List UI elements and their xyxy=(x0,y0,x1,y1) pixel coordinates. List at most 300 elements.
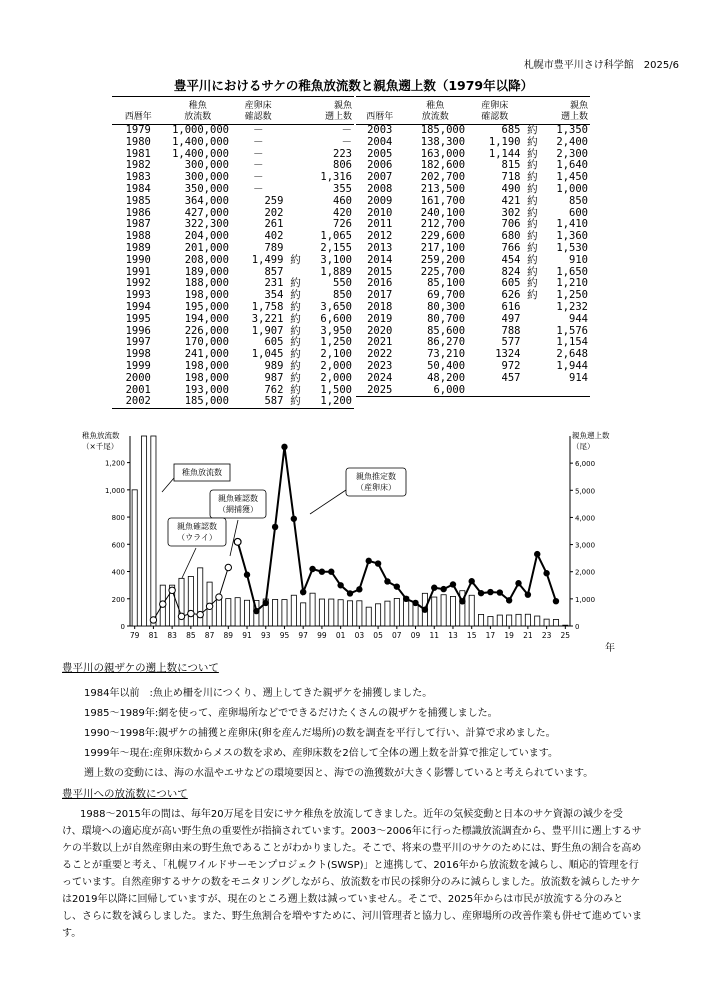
cell-approx xyxy=(522,385,542,397)
cell-release: 300,000 xyxy=(184,159,229,172)
cell-redd: － xyxy=(252,182,264,195)
col-approx xyxy=(522,97,542,125)
cell-year: 2008 xyxy=(367,182,393,195)
table-row xyxy=(112,125,354,137)
cell-redd: － xyxy=(252,147,264,160)
cell-release: 350,000 xyxy=(184,182,229,195)
redd-estimate-point xyxy=(478,590,484,596)
cell-redd: 421 xyxy=(501,194,521,207)
x-tick-label: 87 xyxy=(204,631,215,640)
legend-net-capture-label: 親魚確認数 xyxy=(218,494,258,503)
release-bar xyxy=(188,576,193,626)
cell-return: 944 xyxy=(569,312,588,325)
redd-estimate-point xyxy=(534,551,540,557)
cell-approx: 約 xyxy=(290,336,301,349)
col-return: 親魚 遡上数 xyxy=(542,97,590,125)
cell-return: 1,000 xyxy=(556,182,588,195)
cell-release: 201,000 xyxy=(184,241,229,254)
x-tick-label: 17 xyxy=(485,631,496,640)
cell-year: 1986 xyxy=(125,206,151,219)
release-bar xyxy=(226,599,231,626)
cell-return: 850 xyxy=(569,194,588,207)
legend-redd-estimate-label: 親魚推定数 xyxy=(356,472,396,481)
cell-redd: 718 xyxy=(501,171,521,184)
table-row xyxy=(356,302,590,314)
cell-year: 2002 xyxy=(112,396,164,408)
x-tick-label: 91 xyxy=(242,631,252,640)
cell-approx: 約 xyxy=(527,277,538,290)
cell-approx xyxy=(522,337,542,349)
table-row xyxy=(112,255,354,267)
table-row xyxy=(356,125,590,137)
cell-release: 138,300 xyxy=(420,135,466,148)
legend-net-capture-label: （網捕獲） xyxy=(218,505,258,514)
x-tick-label: 85 xyxy=(186,631,196,640)
cell-approx: 約 xyxy=(527,159,538,172)
data-table-left xyxy=(112,96,354,409)
cell-approx: 約 xyxy=(527,124,538,136)
cell-redd: 1324 xyxy=(495,348,521,361)
cell-redd: 815 xyxy=(501,159,521,172)
cell-release: 185,000 xyxy=(420,124,466,136)
redd-estimate-point xyxy=(337,582,343,588)
cell-return: 1,350 xyxy=(556,124,588,136)
redd-estimate-point xyxy=(309,566,315,572)
y-left-tick-label: 200 xyxy=(111,595,125,604)
table-row xyxy=(112,184,354,196)
release-bar xyxy=(357,601,362,626)
cell-return: 1,200 xyxy=(306,396,354,408)
cell-redd: 766 xyxy=(501,241,521,254)
cell-release: 1,400,000 xyxy=(172,147,229,160)
cell-redd: 1,907 xyxy=(251,324,284,337)
cell-year: 1998 xyxy=(125,348,151,361)
y-right-tick-label: 1,000 xyxy=(575,595,596,604)
redd-estimate-point xyxy=(394,583,400,589)
y-left-tick-label: 600 xyxy=(111,541,125,550)
y-right-tick-label: 5,000 xyxy=(575,487,596,496)
trap-count-point xyxy=(225,564,231,570)
cell-approx: 約 xyxy=(290,359,301,372)
cell-return: 1,360 xyxy=(556,230,588,243)
cell-year: 2004 xyxy=(367,135,393,148)
cell-return: 1,530 xyxy=(556,241,588,254)
redd-estimate-point xyxy=(487,589,493,595)
cell-year: 1999 xyxy=(125,359,151,372)
cell-return: 420 xyxy=(333,206,352,219)
cell-approx: 約 xyxy=(527,171,538,184)
release-bar xyxy=(507,615,512,626)
cell-release: 226,000 xyxy=(184,324,229,337)
cell-year: 1995 xyxy=(125,312,151,325)
redd-estimate-point xyxy=(422,607,428,613)
release-bar xyxy=(282,600,287,626)
cell-return: 1,640 xyxy=(556,159,588,172)
release-bar xyxy=(553,619,558,626)
y-right-tick-label: 3,000 xyxy=(575,541,596,550)
y-left-tick-label: 1,000 xyxy=(104,486,125,495)
cell-redd: 1,758 xyxy=(251,300,284,313)
trap-count-point xyxy=(169,587,175,593)
redd-estimate-point xyxy=(272,524,278,530)
release-bar xyxy=(366,607,371,626)
x-tick-label: 83 xyxy=(167,631,177,640)
cell-approx: 約 xyxy=(290,253,301,266)
cell-approx xyxy=(285,125,305,137)
cell-return: 1,500 xyxy=(320,383,352,396)
cell-redd: 402 xyxy=(264,230,284,243)
cell-release: 198,000 xyxy=(184,359,229,372)
cell-release: 185,000 xyxy=(164,396,231,408)
cell-redd: 302 xyxy=(501,206,521,219)
cell-release: 213,500 xyxy=(420,182,466,195)
cell-release: 1,400,000 xyxy=(172,135,229,148)
cell-redd: 605 xyxy=(264,336,284,349)
cell-approx: 約 xyxy=(527,218,538,231)
cell-redd: 706 xyxy=(501,218,521,231)
x-axis-unit: 年 xyxy=(605,643,615,653)
cell-return: 1,065 xyxy=(320,230,352,243)
cell-release: 322,300 xyxy=(184,218,229,231)
cell-release: 259,200 xyxy=(420,253,466,266)
redd-estimate-point xyxy=(412,600,418,606)
x-tick-label: 25 xyxy=(560,631,571,640)
redd-estimate-point xyxy=(450,581,456,587)
x-tick-label: 05 xyxy=(373,631,383,640)
y-left-axis-title: 稚魚放流数 xyxy=(82,431,120,440)
cell-redd: － xyxy=(252,135,264,148)
cell-return: 910 xyxy=(569,253,588,266)
redd-estimate-point xyxy=(553,598,559,604)
cell-release: 212,700 xyxy=(420,218,466,231)
x-tick-label: 23 xyxy=(541,631,552,640)
cell-return: 3,950 xyxy=(320,324,352,337)
cell-year: 2016 xyxy=(367,277,393,290)
cell-return: 2,100 xyxy=(320,348,352,361)
cell-release: 80,300 xyxy=(427,300,466,313)
cell-redd: － xyxy=(252,171,264,184)
cell-redd: 685 xyxy=(501,124,521,136)
cell-release: 198,000 xyxy=(184,371,229,384)
cell-approx: 約 xyxy=(527,194,538,207)
release-bar xyxy=(291,595,296,626)
release-bar xyxy=(216,598,221,626)
cell-return: 850 xyxy=(333,289,352,302)
cell-redd: 616 xyxy=(501,300,521,313)
cell-year: 1992 xyxy=(125,277,151,290)
cell-return xyxy=(542,385,590,397)
cell-return: － xyxy=(341,124,352,136)
table-row xyxy=(112,302,354,314)
section2-body: 1988～2015年の間は、毎年20万尾を目安にサケ稚魚を放流してきました。近年の気候変動と日本のサケ資源の減少を受け、環境への適応度が高い野生魚の重要性が指摘されています。2003～2006年に行った標識放流調査から、豊平川に遡上するサケの半数以上が自然産卵由来の野生魚であることがわかりました。そこで、将来の豊平川のサケのためには、野生魚の割合を高めることが重要と考え、「札幌ワイルドサーモンプロジェクト(SWSP)」と連携して、2016年から放流数を減らし、順応的管理を行っています。自然産卵するサケの数をモニタリングしながら、放流数を市民の採卵分のみに減らしました。放流数を減らしたサケは2019年以降に回帰していますが、現在のところ遡上数は減っていません。そこで、2025年からは市民が放流する分のみとし、さらに数を減らしました。また、野生魚割合を増やすために、河川管理者と協力し、産卵場所の改善作業も併せて進めています。 xyxy=(62,809,642,939)
cell-release: 182,600 xyxy=(420,159,466,172)
cell-return: 806 xyxy=(333,159,352,172)
legend-trap-count-pointer xyxy=(182,548,196,578)
x-tick-label: 99 xyxy=(317,631,327,640)
release-bar xyxy=(525,614,530,626)
col-year: 西暦年 xyxy=(356,97,403,125)
cell-year: 2019 xyxy=(367,312,393,325)
cell-approx: 約 xyxy=(527,265,538,278)
cell-year: 1984 xyxy=(125,182,151,195)
x-tick-label: 97 xyxy=(298,631,308,640)
col-redd: 産卵床 確認数 xyxy=(467,97,522,125)
cell-approx xyxy=(285,184,305,196)
x-tick-label: 21 xyxy=(523,631,533,640)
redd-estimate-point xyxy=(440,586,446,592)
redd-estimate-point xyxy=(319,569,325,575)
cell-release: 189,000 xyxy=(184,265,229,278)
release-bar xyxy=(151,436,156,626)
y-right-axis-title: 親魚遡上数 xyxy=(572,431,610,440)
redd-estimate-point xyxy=(431,585,437,591)
cell-release: 85,600 xyxy=(427,324,466,337)
cell-year: 2009 xyxy=(367,194,393,207)
x-tick-label: 79 xyxy=(129,631,140,640)
cell-year: 2015 xyxy=(367,265,393,278)
y-right-tick-label: 2,000 xyxy=(575,568,596,577)
cell-approx: 約 xyxy=(527,253,538,266)
x-tick-label: 19 xyxy=(504,631,514,640)
cell-approx: 約 xyxy=(527,182,538,195)
table-row xyxy=(112,396,354,408)
cell-redd: － xyxy=(252,159,264,172)
cell-release: 194,000 xyxy=(184,312,229,325)
legend-release-pointer xyxy=(162,478,174,492)
redd-estimate-point xyxy=(375,560,381,566)
redd-estimate-point xyxy=(543,570,549,576)
cell-release: 198,000 xyxy=(184,289,229,302)
cell-redd: 1,045 xyxy=(251,348,284,361)
cell-approx xyxy=(522,314,542,326)
cell-release: 73,210 xyxy=(427,348,466,361)
redd-estimate-point xyxy=(403,596,409,602)
cell-return: 914 xyxy=(569,371,588,384)
cell-approx xyxy=(522,326,542,338)
cell-return: 2,000 xyxy=(320,359,352,372)
data-table-right xyxy=(356,96,590,397)
cell-year: 2017 xyxy=(367,289,393,302)
release-bar xyxy=(563,625,568,626)
cell-release: 170,000 xyxy=(184,336,229,349)
legend-trap-count-label: 親魚確認数 xyxy=(177,522,217,531)
cell-year: 2024 xyxy=(367,371,393,384)
y-right-tick-label: 0 xyxy=(575,623,580,631)
cell-approx xyxy=(285,172,305,184)
page-title: 豊平川におけるサケの稚魚放流数と親魚遡上数（1979年以降） xyxy=(173,78,534,93)
cell-approx xyxy=(522,349,542,361)
redd-estimate-point xyxy=(469,578,475,584)
release-bar xyxy=(319,599,324,626)
release-bar xyxy=(244,600,249,626)
cell-year: 2010 xyxy=(367,206,393,219)
cell-approx: 約 xyxy=(290,300,301,313)
cell-year: 2003 xyxy=(367,124,393,136)
cell-approx: 約 xyxy=(290,312,301,325)
cell-redd: 680 xyxy=(501,230,521,243)
cell-redd: 259 xyxy=(264,194,284,207)
cell-return: 355 xyxy=(333,182,352,195)
cell-year: 2018 xyxy=(367,300,393,313)
y-left-tick-label: 1,200 xyxy=(104,459,125,468)
cell-redd: 3,221 xyxy=(251,312,284,325)
table-row xyxy=(356,373,590,385)
cell-approx: 約 xyxy=(290,371,301,384)
cell-redd: 857 xyxy=(264,265,284,278)
redd-estimate-point xyxy=(356,586,362,592)
cell-return: 6,600 xyxy=(320,312,352,325)
cell-return: 2,155 xyxy=(320,241,352,254)
trap-count-point xyxy=(216,594,222,600)
cell-approx: 約 xyxy=(527,289,538,302)
y-left-tick-label: 0 xyxy=(120,623,125,631)
cell-approx: 約 xyxy=(290,324,301,337)
cell-redd: 261 xyxy=(264,218,284,231)
cell-return: － xyxy=(341,135,352,148)
x-tick-label: 15 xyxy=(466,631,477,640)
redd-estimate-point xyxy=(525,591,531,597)
cell-approx: 約 xyxy=(290,277,301,290)
cell-year: 1991 xyxy=(125,265,151,278)
cell-redd: 762 xyxy=(264,383,284,396)
redd-estimate-point xyxy=(253,608,259,614)
cell-year: 2011 xyxy=(367,218,393,231)
cell-year: 2005 xyxy=(367,147,393,160)
x-tick-label: 95 xyxy=(279,631,290,640)
cell-release: 193,000 xyxy=(184,383,229,396)
release-bar xyxy=(432,597,437,626)
cell-release: 204,000 xyxy=(184,230,229,243)
cell-approx: 約 xyxy=(527,230,538,243)
y-right-tick-label: 6,000 xyxy=(575,460,596,469)
x-tick-label: 11 xyxy=(429,631,440,640)
table-row xyxy=(356,255,590,267)
trap-count-point xyxy=(188,610,194,616)
release-bar xyxy=(488,617,493,626)
cell-release: 300,000 xyxy=(184,171,229,184)
cell-release: 240,100 xyxy=(420,206,466,219)
col-release: 稚魚 放流数 xyxy=(403,97,467,125)
release-bar xyxy=(394,598,399,626)
cell-approx xyxy=(285,219,305,231)
cell-return: 726 xyxy=(333,218,352,231)
release-bar xyxy=(376,604,381,626)
cell-year: 1993 xyxy=(125,289,151,302)
cell-return: 2,648 xyxy=(556,348,588,361)
cell-approx: 約 xyxy=(290,348,301,361)
cell-year: 1996 xyxy=(125,324,151,337)
y-left-axis-title: （×千尾） xyxy=(82,442,119,451)
redd-estimate-point xyxy=(506,597,512,603)
cell-release: 188,000 xyxy=(184,277,229,290)
cell-redd: 972 xyxy=(501,359,521,372)
cell-return: 1,210 xyxy=(556,277,588,290)
release-bar xyxy=(310,593,315,626)
table-row xyxy=(356,196,590,208)
cell-approx xyxy=(522,373,542,385)
trap-count-point xyxy=(160,601,166,607)
x-tick-label: 07 xyxy=(392,631,402,640)
cell-year: 1979 xyxy=(125,124,151,136)
cell-year: 1985 xyxy=(125,194,151,207)
cell-release: 241,000 xyxy=(184,348,229,361)
cell-release: 163,000 xyxy=(420,147,466,160)
cell-release: 69,700 xyxy=(427,289,466,302)
release-bar xyxy=(544,619,549,626)
cell-release: 217,100 xyxy=(420,241,466,254)
table-row xyxy=(112,314,354,326)
cell-redd: 231 xyxy=(264,277,284,290)
cell-return: 2,000 xyxy=(320,371,352,384)
y-right-axis-title: （尾） xyxy=(572,442,595,451)
cell-release: 229,600 xyxy=(420,230,466,243)
cell-year: 1981 xyxy=(125,147,151,160)
redd-estimate-point xyxy=(263,600,269,606)
cell-redd: 1,499 xyxy=(251,253,284,266)
cell-approx xyxy=(522,302,542,314)
cell-release: 48,200 xyxy=(427,371,466,384)
cell-approx: 約 xyxy=(285,396,305,408)
cell-redd: 490 xyxy=(501,182,521,195)
section1-line: 1999年～現在:産卵床数からメスの数を求め、産卵床数を2倍して全体の遡上数を計算で推定しています。 xyxy=(84,748,558,759)
cell-return: 1,889 xyxy=(320,265,352,278)
cell-redd: 626 xyxy=(501,289,521,302)
cell-year: 1997 xyxy=(125,336,151,349)
release-bar xyxy=(413,604,418,626)
release-bar xyxy=(141,436,146,626)
table-row xyxy=(356,385,590,397)
cell-return: 223 xyxy=(333,147,352,160)
cell-year: 1990 xyxy=(125,253,151,266)
cell-approx xyxy=(285,243,305,255)
release-bar xyxy=(301,603,306,626)
cell-approx: 約 xyxy=(527,206,538,219)
cell-approx: 約 xyxy=(290,289,301,302)
col-year: 西暦年 xyxy=(112,97,164,125)
cell-approx xyxy=(285,160,305,172)
trap-count-point xyxy=(197,611,203,617)
release-bar xyxy=(338,600,343,626)
section1-line: 1985～1989年:網を使って、産卵場所などでできるだけたくさんの親ザケを捕獲しました。 xyxy=(84,708,498,719)
cell-year: 1980 xyxy=(125,135,151,148)
cell-redd: 354 xyxy=(264,289,284,302)
cell-year: 2006 xyxy=(367,159,393,172)
header-org-date: 札幌市豊平川さけ科学館 2025/6 xyxy=(523,60,679,71)
cell-redd: 497 xyxy=(501,312,521,325)
release-bar xyxy=(535,616,540,626)
cell-release: 208,000 xyxy=(184,253,229,266)
table-row xyxy=(356,361,590,373)
cell-redd xyxy=(467,385,522,397)
release-bar xyxy=(516,614,521,626)
cell-redd: 605 xyxy=(501,277,521,290)
cell-return: 2,400 xyxy=(556,135,588,148)
cell-redd: 989 xyxy=(264,359,284,372)
cell-return: 600 xyxy=(569,206,588,219)
redd-estimate-point xyxy=(300,589,306,595)
release-bar xyxy=(385,601,390,626)
cell-redd: 1,190 xyxy=(488,135,521,148)
release-return-chart xyxy=(70,428,630,653)
col-release: 稚魚 放流数 xyxy=(164,97,231,125)
table-row xyxy=(356,184,590,196)
redd-estimate-point xyxy=(384,578,390,584)
cell-approx xyxy=(522,361,542,373)
cell-return: 2,300 xyxy=(556,147,588,160)
cell-release: 1,000,000 xyxy=(172,124,229,136)
legend-redd-estimate-label: （産卵床） xyxy=(356,483,396,492)
redd-estimate-point xyxy=(459,598,465,604)
